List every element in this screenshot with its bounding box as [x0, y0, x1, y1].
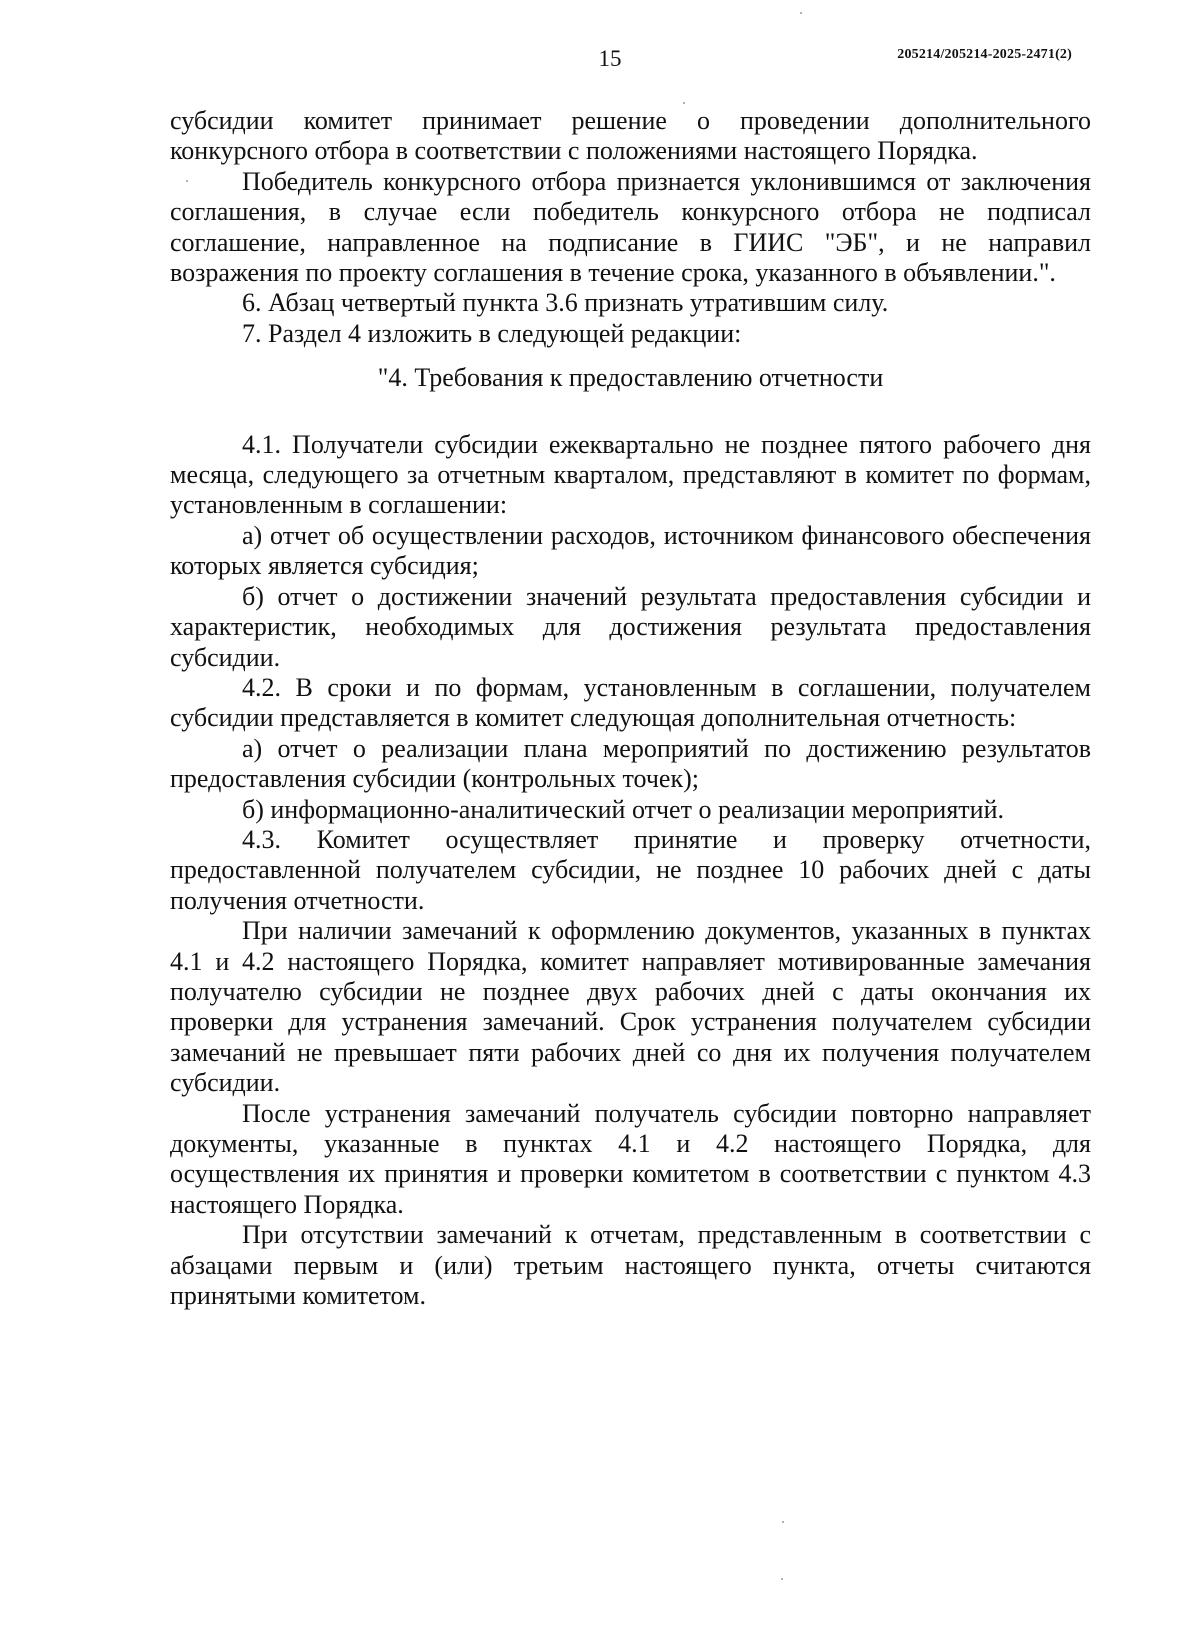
paragraph: Победитель конкурсного отбора признается уклонившимся от заключения соглашения, в случае если победитель конкурсного отбора не подписал соглашение, направленное на подписание в ГИИС "ЭБ", и не направил возражения по проекту соглашения в течение срока, указанного в объявлении.". [170, 166, 1091, 288]
paragraph: 4.1. Получатели субсидии ежеквартально не позднее пятого рабочего дня месяца, следующего за отчетным кварталом, представляют в комитет по формам, установленным в соглашении: [170, 429, 1091, 520]
paragraph: 4.2. В сроки и по формам, установленным в соглашении, получателем субсидии представляется в комитет следующая дополнительная отчетность: [170, 672, 1091, 733]
document-body [170, 106, 1091, 1311]
paragraph: После устранения замечаний получатель субсидии повторно направляет документы, указанные в пунктах 4.1 и 4.2 настоящего Порядка, для осуществления их принятия и проверки комитетом в соответствии с пунктом 4.3 настоящего Порядка. [170, 1098, 1091, 1219]
scan-speck [186, 180, 188, 182]
paragraph: а) отчет о реализации плана мероприятий по достижению результатов предоставления субсидии (контрольных точек); [170, 733, 1091, 794]
paragraph: 6. Абзац четвертый пункта 3.6 признать утратившим силу. [242, 288, 889, 318]
document-id: 205214/205214-2025-2471(2) [897, 47, 1072, 62]
paragraph: При наличии замечаний к оформлению документов, указанных в пунктах 4.1 и 4.2 настоящего Порядка, комитет направляет мотивированные замечания получателю субсидии не позднее двух рабочих дней с даты окончания их проверки для устранения замечаний. Срок устранения получателем субсидии замечаний не превышает пяти рабочих дней со дня их получения получателем субсидии. [170, 916, 1091, 1098]
paragraph: 4.3. Комитет осуществляет принятие и проверку отчетности, предоставленной получателем субсидии, не позднее 10 рабочих дней с даты получения отчетности. [170, 824, 1091, 915]
paragraph: б) отчет о достижении значений результата предоставления субсидии и характеристик, необходимых для достижения результата предоставления субсидии. [170, 581, 1091, 672]
paragraph: а) отчет об осуществлении расходов, источником финансового обеспечения которых является субсидия; [170, 520, 1091, 581]
scan-speck [782, 1521, 784, 1523]
paragraph: При отсутствии замечаний к отчетам, представленным в соответствии с абзацами первым и (или) третьим настоящего пункта, отчеты считаются принятыми комитетом. [170, 1220, 1091, 1311]
scan-speck [800, 12, 802, 14]
paragraph: б) информационно-аналитический отчет о реализации мероприятий. [242, 794, 1004, 824]
paragraph: 7. Раздел 4 изложить в следующей редакции: [242, 318, 742, 348]
paragraph: субсидии комитет принимает решение о проведении дополнительного конкурсного отбора в соответствии с положениями настоящего Порядка. [170, 106, 1091, 166]
page-number: 15 [598, 46, 622, 71]
section-heading: "4. Требования к предоставлению отчетности [377, 363, 884, 393]
scan-speck [683, 102, 685, 104]
scan-speck [781, 1578, 783, 1580]
